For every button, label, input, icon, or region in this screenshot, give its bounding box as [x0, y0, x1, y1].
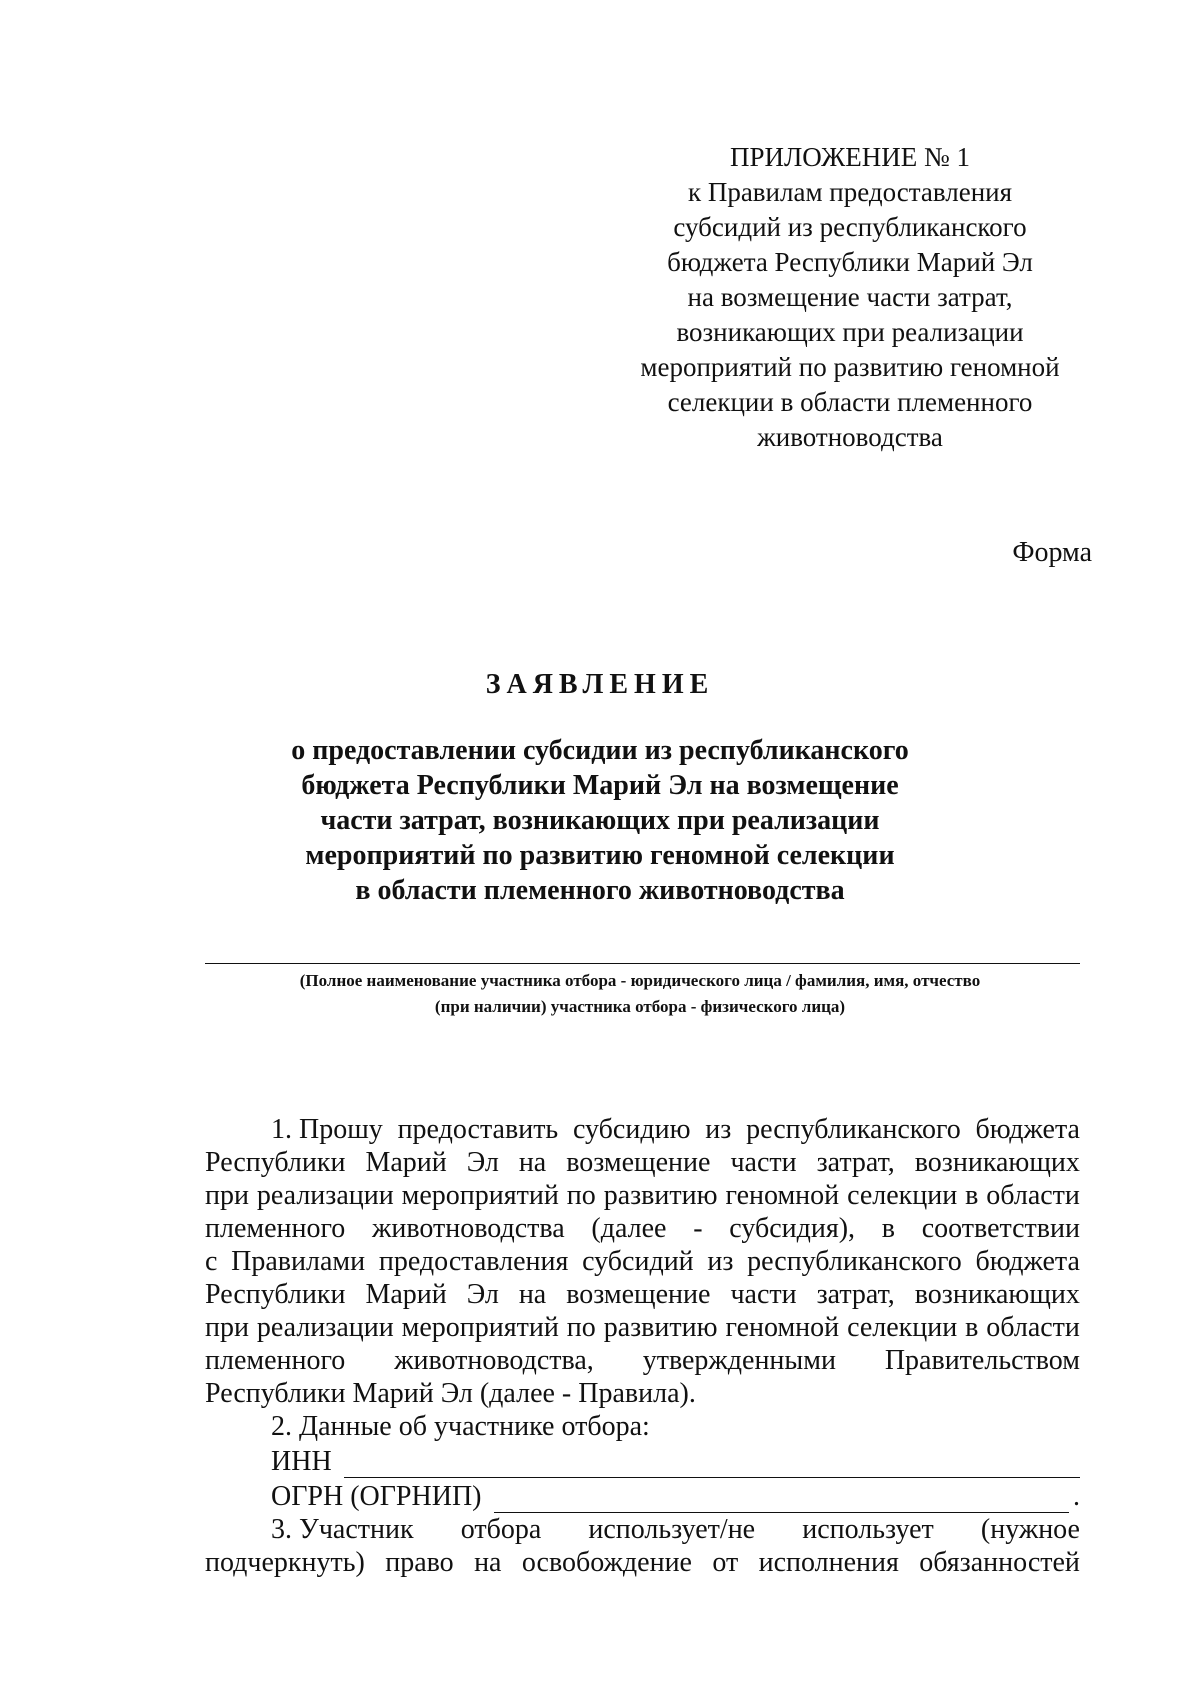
word: соответствии [921, 1213, 1080, 1244]
word: животноводства [372, 1213, 565, 1244]
word: Марий [365, 1279, 447, 1310]
word: возмещение [566, 1279, 711, 1310]
word: племенного [205, 1345, 346, 1376]
word: отбора [460, 1514, 542, 1545]
word: племенного [205, 1213, 346, 1244]
paragraph-line [205, 1146, 1080, 1179]
participant-name-caption [200, 968, 1080, 1020]
word: затрат, [816, 1279, 895, 1310]
word: из [707, 1246, 734, 1277]
ogrn-end-mark: . [1073, 1481, 1080, 1512]
word: возникающих [914, 1279, 1080, 1310]
word: развитию [603, 1312, 718, 1343]
appendix-line: на возмещение части затрат, [687, 282, 1013, 312]
word: геномной [725, 1312, 840, 1343]
word: республиканского [746, 1114, 961, 1145]
word: на [474, 1547, 502, 1578]
subtitle-line: о предоставлении субсидии из республиканского [291, 735, 909, 766]
word: реализации [256, 1180, 394, 1211]
inn-input-line[interactable] [344, 1451, 1080, 1478]
word: Эл [466, 1147, 499, 1178]
word: предоставить [397, 1114, 559, 1145]
word: право [385, 1547, 454, 1578]
paragraph-line [205, 1278, 1080, 1311]
word: из [705, 1114, 732, 1145]
word: мероприятий [401, 1180, 559, 1211]
ogrn-input-line[interactable] [494, 1486, 1070, 1513]
appendix-header [600, 140, 1100, 455]
word: освобождение [521, 1547, 692, 1578]
word: (нужное [980, 1514, 1080, 1545]
word: затрат, [816, 1147, 895, 1178]
word: с [205, 1246, 218, 1277]
word: области [986, 1312, 1080, 1343]
paragraph-line [205, 1546, 1080, 1579]
word: обязанностей [919, 1547, 1080, 1578]
word: селекции [847, 1180, 958, 1211]
subtitle-line: части затрат, возникающих при реализации [320, 805, 880, 836]
word: геномной [725, 1180, 840, 1211]
appendix-line: бюджета Республики Марий Эл [667, 247, 1033, 277]
document-title: ЗАЯВЛЕНИЕ [485, 669, 715, 700]
appendix-line: животноводства [757, 422, 943, 452]
word: Эл [466, 1279, 499, 1310]
word: субсидию [572, 1114, 691, 1145]
ogrn-label: ОГРН (ОГРНИП) [271, 1481, 482, 1512]
ogrn-field-row [205, 1478, 1080, 1513]
word: Марий [365, 1147, 447, 1178]
appendix-line: возникающих при реализации [676, 317, 1024, 347]
word: развитию [603, 1180, 718, 1211]
word: субсидий [582, 1246, 694, 1277]
word: 3. Участник [271, 1514, 414, 1545]
form-label: Форма [1012, 537, 1092, 568]
paragraph-line [205, 1245, 1080, 1278]
word: Республики [205, 1147, 346, 1178]
word: исполнения [758, 1547, 899, 1578]
word: при [205, 1180, 249, 1211]
word: Правилами [231, 1246, 366, 1277]
word: животноводства, [394, 1345, 594, 1376]
word: части [730, 1147, 797, 1178]
inn-field-row [205, 1443, 1080, 1478]
document-subtitle [250, 733, 950, 908]
caption-line-2: (при наличии) участника отбора - физического лица) [434, 997, 846, 1016]
word: предоставления [378, 1246, 569, 1277]
word: по [566, 1180, 596, 1211]
word: бюджета [975, 1246, 1080, 1277]
word: по [566, 1312, 596, 1343]
word: реализации [256, 1312, 394, 1343]
word: возникающих [914, 1147, 1080, 1178]
word: на [518, 1279, 547, 1310]
word: Правительством [884, 1345, 1080, 1376]
word: использует/не [588, 1514, 756, 1545]
participant-data-heading: 2. Данные об участнике отбора: [271, 1411, 650, 1442]
word: от [712, 1547, 739, 1578]
paragraph-line-last: Республики Марий Эл (далее - Правила). [205, 1378, 696, 1409]
word: мероприятий [401, 1312, 559, 1343]
paragraph-line [205, 1179, 1080, 1212]
paragraph-line [205, 1344, 1080, 1377]
word: - [693, 1213, 703, 1244]
inn-label: ИНН [271, 1446, 332, 1477]
word: области [986, 1180, 1080, 1211]
paragraph-line [205, 1513, 1080, 1546]
word: утвержденными [642, 1345, 836, 1376]
word: бюджета [975, 1114, 1080, 1145]
word: селекции [847, 1312, 958, 1343]
word: (далее [591, 1213, 667, 1244]
body-text [205, 1113, 1080, 1579]
word: Республики [205, 1279, 346, 1310]
word: использует [802, 1514, 934, 1545]
word: в [965, 1312, 979, 1343]
word: субсидия), [729, 1213, 856, 1244]
paragraph-line [205, 1311, 1080, 1344]
appendix-line: субсидий из республиканского [673, 212, 1027, 242]
appendix-line: ПРИЛОЖЕНИЕ № 1 [729, 142, 971, 172]
paragraph-line [205, 1113, 1080, 1146]
participant-name-line[interactable] [205, 963, 1080, 964]
word: при [205, 1312, 249, 1343]
subtitle-line: бюджета Республики Марий Эл на возмещение [301, 770, 899, 801]
appendix-line: мероприятий по развитию геномной [640, 352, 1060, 382]
word: в [881, 1213, 896, 1244]
word: 1. Прошу [271, 1114, 383, 1145]
paragraph-line [205, 1212, 1080, 1245]
word: части [730, 1279, 797, 1310]
word: в [965, 1180, 979, 1211]
subtitle-line: мероприятий по развитию геномной селекции [305, 840, 895, 871]
word: подчеркнуть) [205, 1547, 365, 1578]
word: возмещение [566, 1147, 711, 1178]
appendix-line: селекции в области племенного [667, 387, 1033, 417]
word: республиканского [747, 1246, 962, 1277]
word: на [518, 1147, 547, 1178]
subtitle-line: в области племенного животноводства [355, 875, 845, 906]
caption-line-1: (Полное наименование участника отбора - юридического лица / фамилия, имя, отчество [299, 971, 981, 990]
appendix-line: к Правилам предоставления [687, 177, 1013, 207]
